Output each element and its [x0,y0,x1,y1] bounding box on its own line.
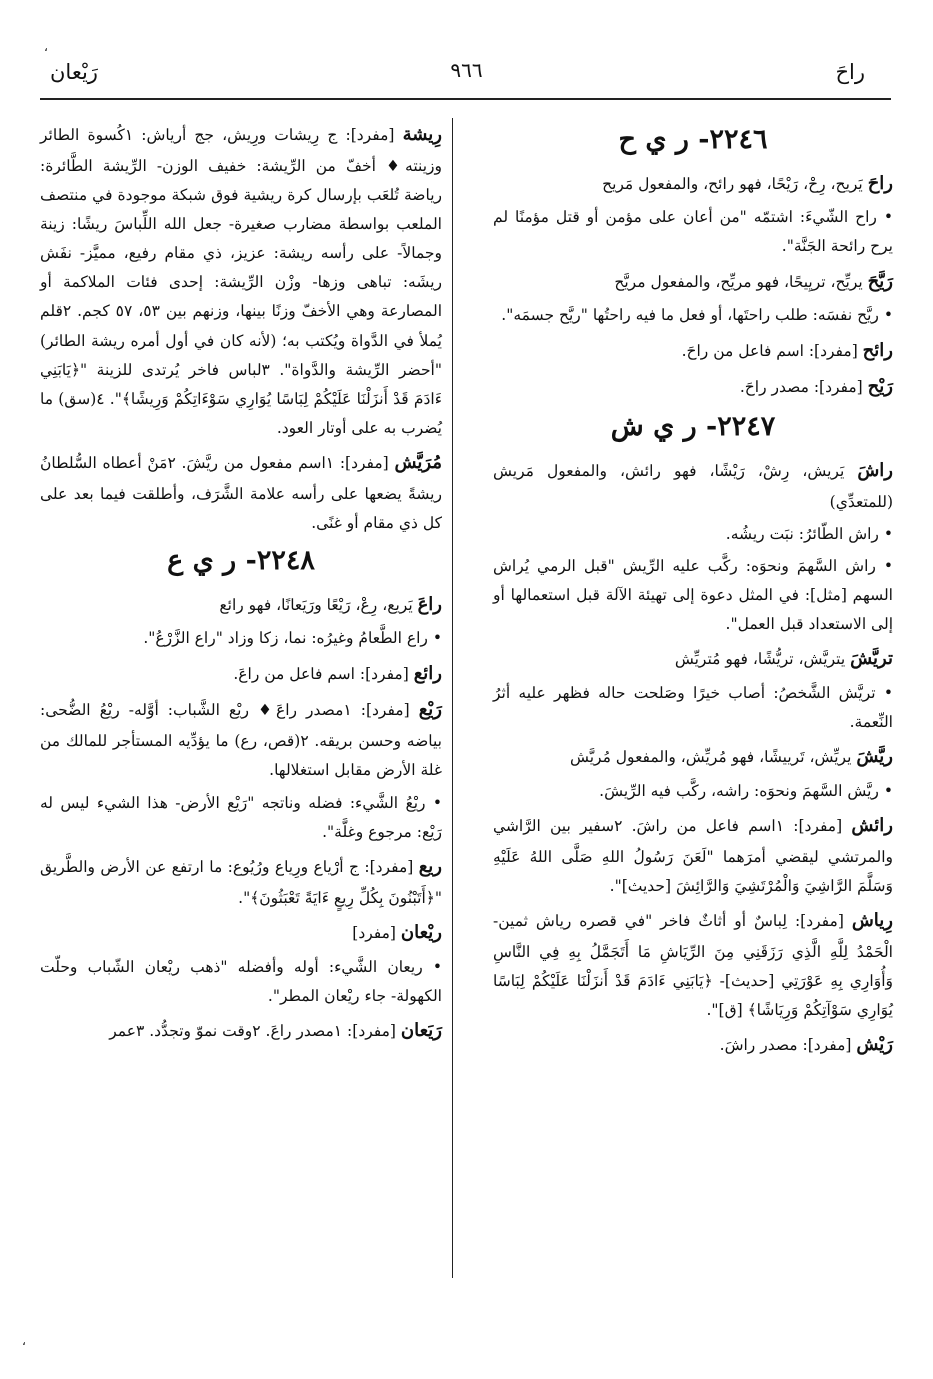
dictionary-entry [40,446,442,538]
dictionary-entry [40,118,442,443]
headword: رَيْش [856,1034,893,1056]
entry-definition: [مفرد]: ج أرْياع ورِياع ورُيُوع: ما ارتفع عن الأرض والطَّريق "﴿أَتَبْنُونَ بِكُلِّ رِيعٍ ءَايَةً تَعْبَثُونَ﴾". [40,857,442,907]
dictionary-entry [493,740,893,774]
headword: راحَ [867,172,893,194]
headword: ريَّشَ [856,746,893,768]
entry-definition: يَريع، رِعْ، رَيْعًا ورَيَعانًا، فهو رائع [219,595,418,614]
dictionary-entry [40,693,442,785]
entry-definition: [مفرد]: مصدر راشَ. [719,1036,857,1055]
sense-paragraph: • ريْعُ الشَّيء: فضله وناتجه "رَيْع الأرض- هذا الشيء ليس له رَيْع: مرجوع وغلَّة". [40,793,442,841]
sense-paragraph: • راش الطّائرُ: نبَت ريشُه. [725,524,893,543]
headword: رَيَّحَ [867,270,893,292]
headword: ريْعان [400,921,442,943]
column-divider [452,118,453,1278]
page-header [40,58,893,88]
sense-paragraph: • راش السَّهمَ ونحوَه: ركَّب عليه الرِّيش "قبل الرمي يُراش السهم [مثل]: في المثل دعوة إلى تهيئة الآلة قبل استعمالها أو إلى الاستعداد قبل العمل". [493,556,893,634]
entry-definition: [مفرد]: ١اسم فاعل من راشَ. ٢سفير بين الرَّاشي والمرتشي ليقضي أمرَهما "لَعَنَ رَسُولُ اللهِ صَلَّى اللهُ عَلَيْهِ وَسَلَّمَ الرَّاشِيَ وَالْمُرْتَشِيَ وَالرَّائِشَ [حديث]". [493,817,893,896]
entry-definition: [مفرد]: مصدر راحَ. [739,378,868,397]
root-heading: ٢٢٤٨- ر ي ع [167,545,315,577]
entry-definition: [مفرد] [352,923,401,942]
dictionary-entry [493,454,893,517]
headword: رِياش [851,910,893,932]
entry-definition: يريِّح، تريِيحًا، فهو مريِّح، والمفعول مريَّح [614,272,868,291]
root-heading: ٢٢٤٧- ر ي ش [610,411,776,443]
headword: رَيَعان [400,1019,442,1041]
entry-definition: يَريش، رِشْ، رَيْشًا، فهو رائش، والمفعول مَريش (للمتعدِّي) [493,461,893,511]
root-heading: ٢٢٤٦- ر ي ح [618,124,768,155]
headword: رائح [862,339,893,361]
page-number: ٩٦٦ [450,58,483,82]
entry-definition: [مفرد]: ١مصدر راعَ. ٢وقت نموّ وتجدُّد. ٣عمر [109,1021,401,1040]
header-left-word: رَيْعان [50,60,98,84]
dictionary-entry [493,1028,893,1062]
headword: رائع [413,662,442,684]
entry-definition: [مفرد]: اسم فاعل من راحَ. [681,341,863,360]
sense-paragraph: • ريعان الشَّيء: أوله وأفضله "ذهب ريْعان الشّباب وحلّت الكهولة- جاء ريْعان المطر". [40,957,442,1005]
dictionary-entry [493,642,893,676]
headword: رَيْع [418,699,442,721]
sense-paragraph: • تريَّش الشَّخصُ: أصاب خيرًا وصَلحت حاله فظهر عليه أثرُ النِّعمة. [493,683,893,732]
dictionary-entry [40,588,442,622]
dictionary-entry [40,916,442,950]
headword: رِيشة [402,124,442,145]
headword: تريَّشَ [850,648,893,670]
entry-definition: يَريح، رِحْ، رَيْحًا، فهو رائح، والمفعول مَريح [602,174,868,193]
dictionary-entry [493,370,893,404]
dictionary-entry [493,334,893,368]
headword: رَيْح [867,376,893,398]
headword: راشَ [857,459,893,481]
sense-paragraph: • راع الطَّعامُ وغيرُه: نما، زكا وزاد "راع الزَّرْعُ". [143,629,442,648]
dictionary-entry [40,657,442,691]
dictionary-entry [40,1014,442,1048]
headword: مُرَيَّش [394,452,442,474]
entry-definition: [مفرد]: ج رِيشات ورِيش، جج أرياش: ١كُسوة الطائر وزينته♦ أخفّ من الرِّيشة: خفيف الوزن- الرِّيشة الطَّائرة: رياضة تُلعَب بإرسال كرة ريشية فوق شبكة موجودة في منتصف الملعب بواسطة مضارب صغيرة- جعل الله اللِّباسَ ريشًا: زينة وجمالاً- على رأسه ريشة: عزيز، ذي مقام رفيع، مميَّز- نفَش ريشَه: تباهى وزها- وزْن الرِّيشة: إحدى فئات الملاكمة أو المصارعة وهي الأخفّ وزنًا بينها، وزنهم بين ٥٣، ٥٧ كجم. ٢قلم يُملأ في الدَّواة ويُكتب به؛ (لأنه كان في أول أمره ريشة الطائر) "أحضر الرِّيشة والدَّواة". ٣لباس فاخر يُرتدى للزينة "﴿يَابَنِي ءَادَمَ قَدْ أَنزَلْنَا عَلَيْكُمْ لِبَاسًا يُوَارِي سَوْءَاتِكُمْ وَرِيشًا﴾". ٤(سق) ما يُضرب به على أوتار العود. [40,126,443,437]
entry-definition: يتريَّش، تريُّشًا، فهو مُتريِّش [674,650,851,669]
entry-definition: يريِّش، تَرييشًا، فهو مُريِّش، والمفعول مُريَّش [569,748,857,767]
entry-definition: [مفرد]: لِباسٌ أو أثاثٌ فاخر "في قصره رياش ثمين- الْحَمْدُ لِلَّهِ الَّذِي رَزَقَنِي مِنَ الرِّيَاشِ مَا أَتَجَمَّلُ بِهِ فِي النَّاسِ وَأُوَارِي بِهِ عَوْرَتِي [حديث]- ﴿يَابَنِي ءَادَمَ قَدْ أَنزَلْنَا عَلَيْكُمْ لِبَاسًا يُوَارِي سَوْآتِكُمْ وَرِيَاشًا﴾ [ق]". [493,912,893,1020]
headword: راعَ [417,593,442,615]
dictionary-entry [493,167,893,201]
right-column [493,118,893,1065]
dictionary-entry [40,850,442,913]
sense-paragraph: • ريَّح نفسَه: طلب راحتَها، أو فعل ما فيه راحتُها "ريَّح جسمَه". [501,306,893,325]
headword: ريع [418,855,442,877]
entry-definition: [مفرد]: اسم فاعل من راعَ. [233,664,414,683]
sense-paragraph: • راح الشّيءَ: اشتمّه "من أعان على مؤمن أو قتل مؤمنًا لم يرح رائحة الجَنَّة". [493,208,893,256]
header-right-word: راحَ [835,60,865,84]
left-column [40,118,442,1051]
entry-definition: [مفرد]: ١مصدر راعَ♦ ريْع الشَّباب: أوَّله- ريْعُ الضُّحى: بياضه وحسن بريقه. ٢(قص، رع) ما يؤدِّيه المستأجر للمالك من غلة الأرض مقابل استغلالها. [40,701,442,780]
scan-mark: ، [44,40,48,54]
sense-paragraph: • ريَّش السَّهمَ ونحوَه: راشه، ركَّب فيه الرِّيشَ. [599,782,893,801]
dictionary-entry [493,265,893,299]
scan-mark: ، [22,1334,26,1348]
headword: رائش [851,815,893,837]
dictionary-entry [493,809,893,901]
entry-definition: [مفرد]: ١اسم مفعول من ريَّشَ. ٢مَنْ أعطاه السُّلطانُ ريشةً يضعها على رأسه علامة الشَّرَف، وأطلقت فيما بعد على كل ذي مقام أو غنًى. [40,454,442,533]
dictionary-entry [493,904,893,1025]
header-rule [40,98,891,100]
